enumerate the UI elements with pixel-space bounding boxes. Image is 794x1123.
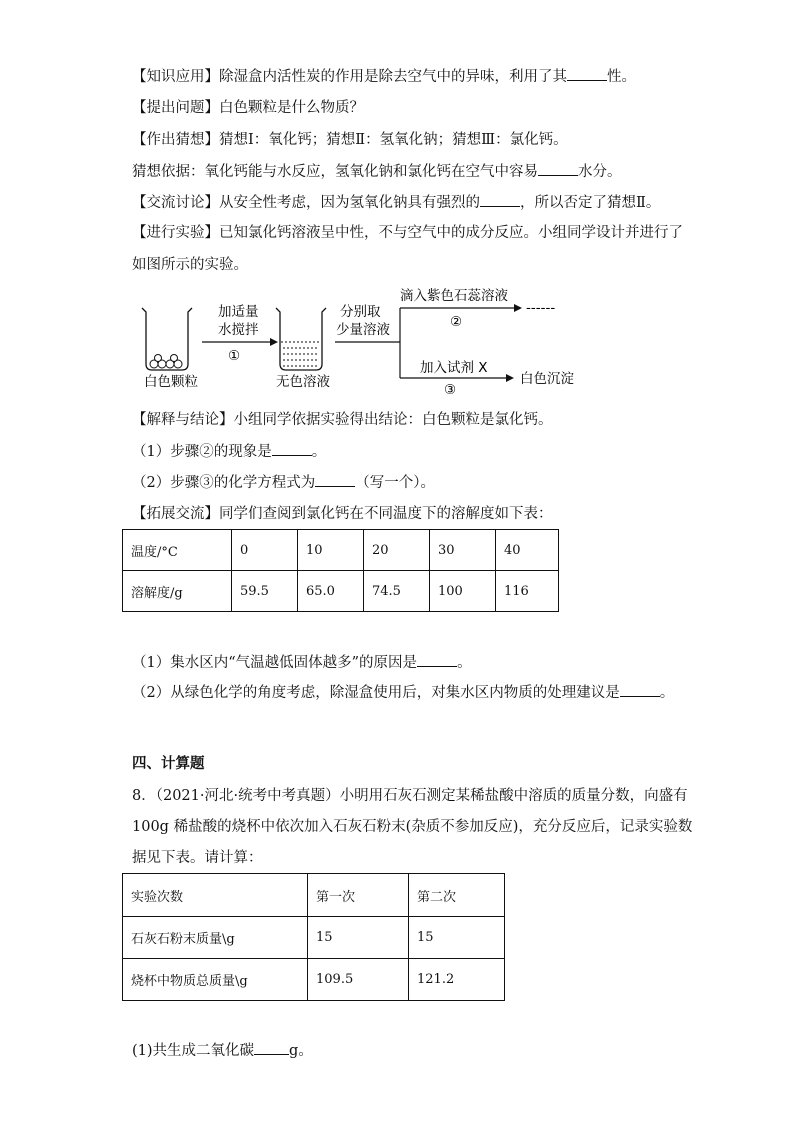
step-1-top: 加适量	[218, 304, 259, 320]
table-row	[123, 571, 559, 612]
paragraph-experiment-cont	[132, 255, 248, 275]
solubility-table	[122, 529, 559, 612]
table-cell: 30	[430, 530, 496, 571]
table-cell: 15	[308, 917, 409, 959]
answer-blank[interactable]	[254, 1040, 289, 1055]
text-experiment-cont: 如图所示的实验。	[132, 257, 248, 273]
table-row	[123, 530, 559, 571]
question-4	[132, 682, 674, 703]
tag-knowledge-application: 【知识应用】	[132, 69, 219, 85]
table-cell: 109.5	[308, 959, 409, 1001]
text-conclusion: 小组同学依据实验得出结论：白色颗粒是氯化钙。	[233, 412, 553, 428]
tag-experiment: 【进行实验】	[132, 225, 219, 241]
text-end: 。	[659, 685, 675, 701]
table-cell: 第二次	[409, 874, 505, 917]
branch-2-num: ③	[444, 382, 457, 394]
table-cell: 温度/°C	[123, 530, 232, 571]
tag-conclusion: 【解释与结论】	[132, 412, 234, 428]
arrow-step-1	[202, 338, 278, 346]
text-knowledge-application: 除湿盒内活性炭的作用是除去空气中的异味，利用了其	[219, 69, 567, 85]
beaker-1-icon	[142, 308, 192, 370]
problem-8-line-3: 据见下表。请计算：	[132, 850, 263, 866]
paragraph-knowledge-application	[132, 66, 636, 87]
question-5	[132, 1040, 313, 1061]
experiment-diagram	[130, 286, 600, 394]
paragraph-conclusion	[132, 410, 553, 430]
table-row	[123, 917, 505, 959]
branch-1-num: ②	[450, 314, 463, 330]
split-mid: 少量溶液	[336, 322, 390, 338]
table-cell: 74.5	[364, 571, 430, 612]
step-1-num: ①	[228, 348, 241, 364]
question-1-text: （1）步骤②的现象是	[132, 444, 272, 460]
question-1	[132, 441, 326, 462]
experiment-diagram-svg	[130, 286, 600, 394]
answer-blank[interactable]	[417, 652, 457, 667]
answer-blank[interactable]	[567, 66, 607, 81]
branch-1-label: 滴入紫色石蕊溶液	[400, 288, 508, 304]
answer-blank[interactable]	[315, 472, 355, 487]
beaker-2-icon	[276, 308, 326, 370]
paragraph-experiment	[132, 223, 683, 243]
table-cell: 10	[298, 530, 364, 571]
paragraph-discussion	[132, 192, 660, 213]
table-cell: 59.5	[232, 571, 298, 612]
text-extension: 同学们查阅到氯化钙在不同温度下的溶解度如下表：	[219, 506, 553, 522]
table-row	[123, 874, 505, 917]
beaker-1-label: 白色颗粒	[144, 374, 198, 390]
table-cell: 溶解度/g	[123, 571, 232, 612]
answer-blank[interactable]	[480, 192, 520, 207]
table-cell: 15	[409, 917, 505, 959]
table-cell: 65.0	[298, 571, 364, 612]
branch-2-label: 加入试剂 X	[420, 360, 488, 376]
paragraph-extension	[132, 504, 553, 524]
tag-question: 【提出问题】	[132, 100, 219, 116]
paragraph-hypothesis-basis	[132, 161, 622, 182]
text-end: 。	[457, 655, 472, 671]
question-3-text: （1）集水区内“气温越低固体越多”的原因是	[132, 655, 418, 671]
text-end: ，所以否定了猜想Ⅱ。	[520, 195, 661, 211]
tag-discussion: 【交流讨论】	[132, 195, 219, 211]
beaker-2-label: 无色溶液	[276, 374, 330, 390]
text-experiment: 已知氯化钙溶液呈中性，不与空气中的成分反应。小组同学设计并进行了	[219, 225, 683, 241]
table-cell: 0	[232, 530, 298, 571]
table-cell: 100	[430, 571, 496, 612]
step-1-mid: 水搅拌	[218, 322, 259, 338]
table-cell: 116	[496, 571, 559, 612]
text-end: g。	[289, 1043, 313, 1059]
split-top: 分别取	[340, 304, 381, 320]
branch-1-result: ------	[526, 300, 556, 316]
table-row	[123, 959, 505, 1001]
section-heading: 四、计算题	[132, 755, 205, 772]
table-cell: 121.2	[409, 959, 505, 1001]
question-4-text: （2）从绿色化学的角度考虑，除湿盒使用后，对集水区内物质的处理建议是	[132, 685, 620, 701]
text-end: （写一个）。	[355, 475, 435, 491]
table-cell: 第一次	[308, 874, 409, 917]
text-end: 。	[311, 444, 327, 460]
question-5-text: (1)共生成二氧化碳	[132, 1043, 255, 1059]
text-question: 白色颗粒是什么物质？	[219, 100, 364, 116]
answer-blank[interactable]	[620, 682, 660, 697]
text-hypothesis: 猜想Ⅰ：氧化钙；猜想Ⅱ：氢氧化钠；猜想Ⅲ：氯化钙。	[219, 132, 568, 148]
problem-8-line-2: 100g 稀盐酸的烧杯中依次加入石灰石粉末(杂质不参加反应)，充分反应后，记录实验数	[132, 819, 693, 835]
question-3	[132, 652, 472, 673]
question-2	[132, 472, 435, 493]
table-cell: 石灰石粉末质量\g	[123, 917, 308, 959]
text-end: 水分。	[578, 164, 622, 180]
table-cell: 40	[496, 530, 559, 571]
table-cell: 烧杯中物质总质量\g	[123, 959, 308, 1001]
answer-blank[interactable]	[272, 441, 312, 456]
table-cell: 实验次数	[123, 874, 308, 917]
question-2-text: （2）步骤③的化学方程式为	[132, 475, 316, 491]
text-hypothesis-basis: 猜想依据：氧化钙能与水反应，氢氧化钠和氯化钙在空气中容易	[132, 164, 538, 180]
tag-hypothesis: 【作出猜想】	[132, 132, 219, 148]
problem-8-line-1: 8．（2021·河北·统考中考真题）小明用石灰石测定某稀盐酸中溶质的质量分数，向盛有	[132, 788, 688, 804]
text-discussion: 从安全性考虑，因为氢氧化钠具有强烈的	[219, 195, 480, 211]
paragraph-question	[132, 98, 364, 118]
tag-extension: 【拓展交流】	[132, 506, 219, 522]
table-cell: 20	[364, 530, 430, 571]
answer-blank[interactable]	[538, 161, 578, 176]
paragraph-hypothesis	[132, 130, 568, 150]
text-end: 性。	[607, 69, 636, 85]
branch-2-result: 白色沉淀	[520, 371, 574, 387]
experiment-table	[122, 873, 505, 1001]
